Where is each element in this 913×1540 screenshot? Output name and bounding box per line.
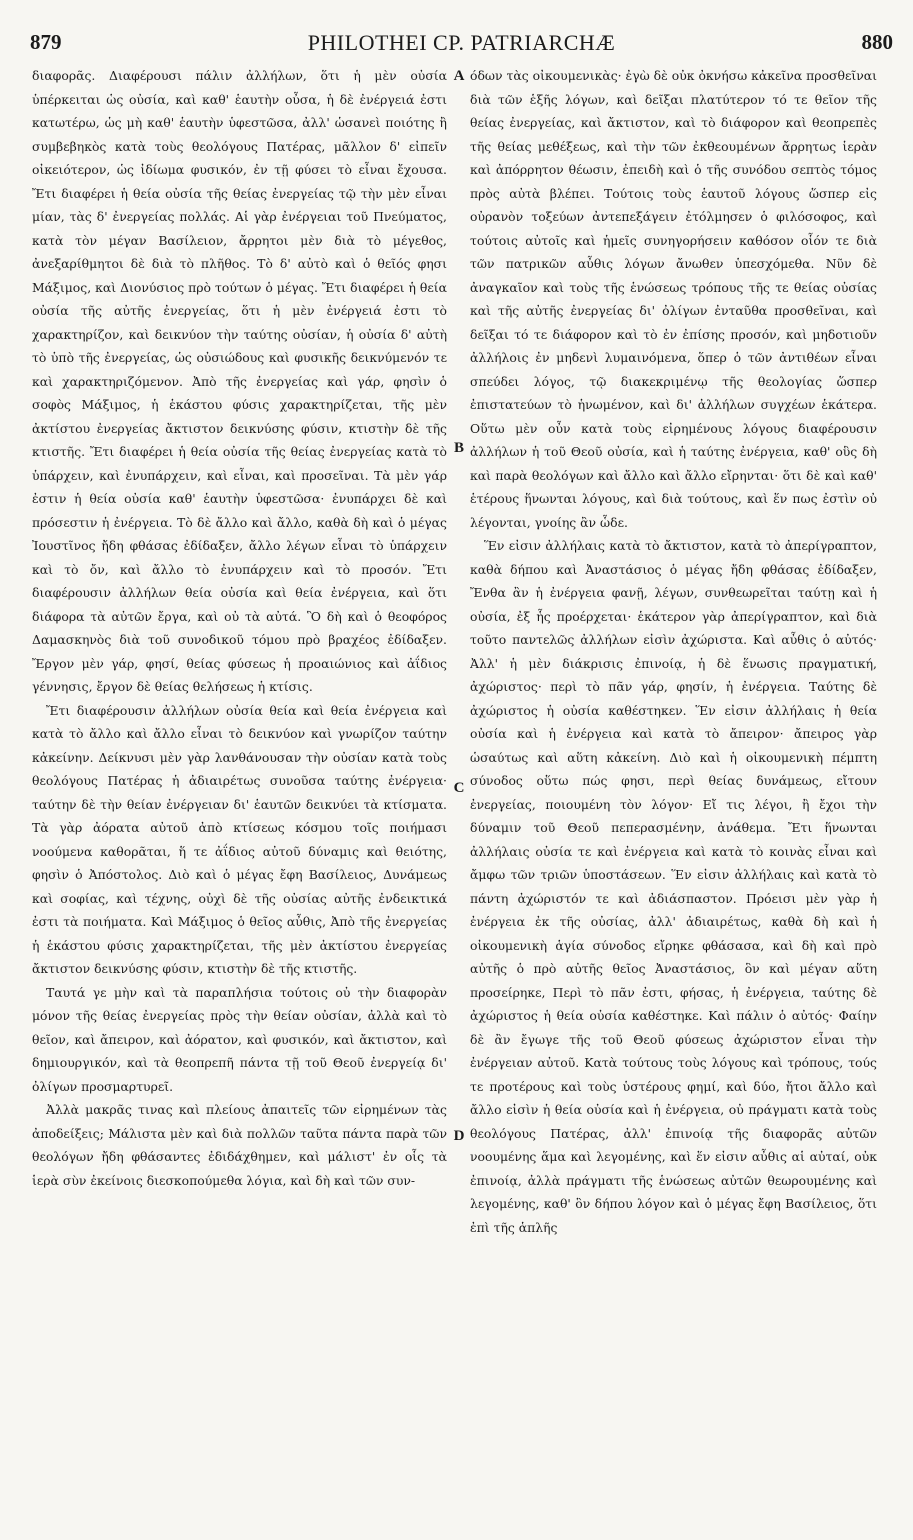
right-paragraph: όδων τὰς οἰκουμενικὰς· ἐγὼ δὲ οὐκ ὀκνήσω κἀκεῖνα προσθεῖναι διὰ τῶν ἑξῆς λόγων, καὶ δεῖξαι πλατύτερον τό τε θεῖον τῆς θείας ἐνεργείας, καὶ ἄκτιστον, καὶ τὸ διάφορον καὶ θεοπρεπὲς τῆς θείας μεθέξεως, καὶ τὴν τῶν ἐκθεουμένων ἄρρητως ἱερὰν καὶ ἀπόρρητον θέωσιν, ἐπειδὴ καὶ ὁ τῆς συνόδου σεπτὸς τόμος πρὸς αὐτὰ βλέπει. Τούτοις τοὺς ἑαυτοῦ λόγους ὥσπερ εἰς οὐρανὸν τοξεύων ἀντεπεξάγειν ἐτόλμησεν ὁ φιλόσοφος, καὶ τούτοις αὐτοῖς καὶ ἡμεῖς συνηγορήσειν καθόσον οἷόν τε διὰ τῶν πατρικῶν αὖθις λόγων ἄνωθεν ὑπεσχόμεθα. Νῦν δὲ ἀναγκαῖον καὶ τοὺς τῆς ἑνώσεως τρόπους τῆς τε θείας οὐσίας καὶ τῆς αὐτῆς ἐνεργείας δι' ὀλίγων ἐνταῦθα προσθεῖναι, καὶ δεῖξαι τό τε διάφορον καὶ τὸ ἐν ἐπίσης προσόν, καὶ μηδοτιοῦν ἀλλήλοις ἐν μηδενὶ λυμαινόμενα, ὅπερ ὁ τῶν ἀντιθέων εἶναι σπεύδει λόγος, τῷ διακεκριμένῳ τῆς θεολογίας ὥσπερ ἐπιστατεύων τὸ ἡνωμένον, καὶ δι' ἀλλήλων συγχέων ἑκάτερα. Οὕτω μὲν οὖν κατὰ τοὺς εἰρημένους λόγους διαφέρουσιν ἀλλήλων ἡ τοῦ Θεοῦ οὐσία, καὶ ἡ ταύτης ἐνέργεια, καθ' οὓς δὴ καὶ παρὰ θεολόγων καὶ ἄλλο καὶ ἄλλο εἴρηνται· ὅτι δὲ καὶ καθ' ἑτέρους ἥνωνται λόγους, καὶ διὰ τούτους, καὶ ἕν πως ἐστὶν οὐ λέγονται, γνοίης ἂν ὧδε. [470, 68, 877, 530]
left-column [32, 64, 447, 1522]
margin-marker-d: D [453, 1128, 465, 1144]
margin-marker-a: A [453, 68, 465, 84]
left-paragraph: Ταυτά γε μὴν καὶ τὰ παραπλήσια τούτοις οὐ τὴν διαφορὰν μόνον τῆς θείας ἐνεργείας πρὸς τὴν θείαν οὐσίαν, ἀλλὰ καὶ τὸ θεῖον, καὶ ἄπειρον, καὶ ἀόρατον, καὶ φυσικόν, καὶ ἄκτιστον, καὶ δημιουργικόν, καὶ τὰ θεοπρεπῆ πάντα τῇ τοῦ Θεοῦ ἐνεργείᾳ δι' ὀλίγων προσμαρτυρεῖ. [32, 984, 447, 1094]
running-header [30, 30, 893, 64]
right-column [470, 64, 877, 1522]
left-paragraph: Ἔτι διαφέρουσιν ἀλλήλων οὐσία θεία καὶ θεία ἐνέργεια καὶ κατὰ τὸ ἄλλο καὶ ἄλλο εἶναι τὸ δεικνύον καὶ γνωρίζον ταύτην κἀκείνην. Δείκνυσι μὲν γὰρ λανθάνουσαν τὴν οὐσίαν κατὰ τοὺς θεολόγους Πατέρας ἡ ἀδιαιρέτως συνοῦσα ταύτης ἐνέργεια· ταύτην δὲ τὴν θείαν ἐνέργειαν δι' ἑαυτῶν δεικνύει τὰ κτίσματα. Τὰ γὰρ ἀόρατα αὐτοῦ ἀπὸ κτίσεως κόσμου τοῖς ποιήμασι νοούμενα καθορᾶται, ἥ τε ἀΐδιος αὐτοῦ δύναμις καὶ θειότης, φησὶν ὁ Ἀπόστολος. Διὸ καὶ ὁ μέγας ἔφη Βασίλειος, Δυνάμεως καὶ σοφίας, καὶ τέχνης, οὐχὶ δὲ τῆς οὐσίας αὐτῆς ἐνδεικτικά ἐστι τὰ ποιήματα. Καὶ Μάξιμος ὁ θεῖος αὖθις, Ἀπὸ τῆς ἐνεργείας ἡ ἑκάστου φύσις χαρακτηρίζεται, τῆς μὲν ἀκτίστου ἐνεργείας ἄκτιστον δεικνύσης φύσιν, κτιστὴν δὲ τῆς κτιστῆς. [32, 702, 447, 976]
margin-marker-b: B [453, 440, 464, 456]
page-number-right: 880 [861, 30, 893, 54]
page-number-left: 879 [30, 30, 62, 54]
margin-marker-c: C [453, 780, 465, 796]
right-paragraph: Ἕν εἰσιν ἀλλήλαις κατὰ τὸ ἄκτιστον, κατὰ τὸ ἀπερίγραπτον, καθὰ δήπου καὶ Ἀναστάσιος ὁ μέγας ἤδη φθάσας ἐδίδαξεν, Ἔνθα ἂν ἡ ἐνέργεια φανῇ, λέγων, συνθεωρεῖται ταύτῃ καὶ ἡ οὐσία, ἐξ ἧς προέρχεται· ἑκάτερον γὰρ ἀπερίγραπτον, καὶ διὰ τοῦτο παντελῶς ἀλλήλων εἰσὶν ἀχώριστα. Καὶ αὖθις ὁ αὐτός· Ἀλλ' ἡ μὲν διάκρισις ἐπινοίᾳ, ἡ δὲ ἕνωσις πραγματική, ἀχώριστος· περὶ τὸ πᾶν γάρ, φησίν, ἡ ἐνέργεια. Ταύτης δὲ ἀχώριστος ἡ οὐσία καθέστηκεν. Ἕν εἰσιν ἀλλήλαις ἡ θεία οὐσία καὶ ἡ ἐνέργεια καὶ κατὰ τὸ ἄπειρον· ἄπειρος γὰρ ὡσαύτως καὶ αὕτη κἀκείνη. Διὸ καὶ ἡ οἰκουμενικὴ πέμπτη σύνοδος οὕτω πώς φησι, περὶ θείας δυνάμεως, εἴτουν ἐνεργείας, ποιουμένη τὸν λόγον· Εἴ τις λέγοι, ἢ ἔχοι τὴν δύναμιν τοῦ Θεοῦ πεπερασμένην, ἀνάθεμα. Ἔτι ἥνωνται ἀλλήλαις οὐσία τε καὶ ἐνέργεια καὶ κατὰ τὸ κοινὰς εἶναι καὶ ἄμφω τῶν τριῶν ὑποστάσεων. Ἕν εἰσιν ἀλλήλαις καὶ κατὰ τὸ πάντη ἀχώριστόν τε καὶ ἀδιάσπαστον. Πρόεισι μὲν γὰρ ἡ ἐνέργεια ἐκ τῆς οὐσίας, ἀλλ' ἀδιαιρέτως, καθὰ δὴ καὶ ἡ οἰκουμενικὴ ἁγία σύνοδος εἴρηκε φθάσασα, καὶ δὴ καὶ πρὸ αὐτῆς ὁ πρὸ αὐτῆς θεῖος Ἀναστάσιος, ὃν καὶ μέγαν αὕτη προσείρηκε, Περὶ τὸ πᾶν ἐστι, φήσας, ἡ ἐνέργεια, ταύτης δὲ ἀχώριστος ἡ θεία οὐσία καθέστηκε. Καὶ πάλιν ὁ αὐτός· Φαίην δὲ ἂν ἔγωγε τῆς τοῦ Θεοῦ φύσεως ἀχώριστον εἶναι τὴν ἐνέργειαν αὐτοῦ. Κατὰ τούτους τοὺς λόγους καὶ τρόπους, τούς τε προτέρους καὶ τοὺς ὑστέρους φημί, καὶ δύο, ἤτοι ἄλλο καὶ ἄλλο εἰσὶν ἡ θεία οὐσία καὶ ἡ ἐνέργεια, οὐ πράγματι κατὰ τοὺς θεολόγους Πατέρας, ἀλλ' ἐπινοίᾳ τῆς διαφορᾶς αὐτῶν νοουμένης ἅμα καὶ λεγομένης, καὶ ἕν εἰσιν αὖθις αἱ αὐταί, οὐκ ἐπινοίᾳ, ἀλλὰ πράγματι τῆς ἑνώσεως αὐτῶν θεωρουμένης καὶ λεγομένης, καθ' ὃν δήπου λόγον καὶ ὁ μέγας ἔφη Βασίλειος, ὅτι ἐπὶ τῆς ἁπλῆς [470, 538, 877, 1235]
running-title: PHILOTHEI CP. PATRIARCHÆ [307, 30, 616, 55]
left-paragraph: διαφορᾶς. Διαφέρουσι πάλιν ἀλλήλων, ὅτι ἡ μὲν οὐσία ὑπέρκειται ὡς οὐσία, καὶ καθ' ἑαυτὴν οὖσα, ἡ δὲ ἐνέργειά ἐστι κατωτέρω, ὡς μὴ καθ' ἑαυτὴν ὑφεστῶσα, ἀλλ' ὡσανεὶ ποιότης ἢ συμβεβηκὸς κατὰ τοὺς θεολόγους Πατέρας, μᾶλλον δ' εἰπεῖν οἰκειότερον, ὡς ἰδίωμα φυσικόν, ἐν τῇ φύσει τὸ εἶναι ἔχουσα. Ἔτι διαφέρει ἡ θεία οὐσία τῆς θείας ἐνεργείας τῷ τὴν μὲν εἶναι μίαν, τὰς δ' ἐνεργείας πολλάς. Αἱ γὰρ ἐνέργειαι τοῦ Πνεύματος, κατὰ τὸν μέγαν Βασίλειον, ἄρρητοι μὲν διὰ τὸ μέγεθος, ἀνεξαρίθμητοι δὲ διὰ τὸ πλῆθος. Τὸ δ' αὐτὸ καὶ ὁ θεῖός φησι Μάξιμος, καὶ Διονύσιος πρὸ τούτων ὁ μέγας. Ἔτι διαφέρει ἡ θεία οὐσία τῆς αὐτῆς ἐνεργείας, ὅτι ἡ μὲν ἐνέργειά ἐστι τὸ χαρακτηρίζον, καὶ δεικνύον τὴν ταύτης οὐσίαν, ἡ οὐσία δ' αὐτὴ τὸ ὑπὸ τῆς ἐνεργείας, ὡς οὐσιώδους καὶ φυσικῆς δεικνύμενόν τε καὶ χαρακτηριζόμενον. Ἀπὸ τῆς ἐνεργείας καὶ γάρ, φησὶν ὁ σοφὸς Μάξιμος, ἡ ἑκάστου φύσις χαρακτηρίζεται, τῆς μὲν ἀκτίστου ἐνεργείας ἄκτιστον δεικνύσης φύσιν, κτιστὴν δὲ τῆς κτιστῆς. Ἔτι διαφέρει ἡ θεία οὐσία τῆς θείας ἐνεργείας κατὰ τὸ ὑπάρχειν, καὶ ἐνυπάρχειν, καὶ εἶναι, καὶ προσεῖναι. Τὰ μὲν γάρ ἐστιν ἡ θεία οὐσία καθ' ἑαυτὴν ὑφεστῶσα· ἐνυπάρχει δὲ καὶ πρόσεστιν ἡ ἐνέργεια. Τὸ δὲ ἄλλο καὶ ἄλλο, καθὰ δὴ καὶ ὁ μέγας Ἰουστῖνος ἤδη φθάσας ἐδίδαξεν, ἄλλο λέγων εἶναι τὸ ὑπάρχειν καὶ τὸ ὄν, καὶ ἄλλο τὸ ἐνυπάρχειν καὶ τὸ προσόν. Ἔτι διαφέρουσιν ἀλλήλων θεία οὐσία καὶ θεία ἐνέργεια, καὶ ὅτι διάφορα τὰ αὐτῶν ἔργα, καὶ οὐ τὰ αὐτά. Ὃ δὴ καὶ ὁ θεοφόρος Δαμασκηνὸς διὰ τοῦ συνοδικοῦ τόμου πρὸ βραχέος ἐδίδαξεν. Ἔργον μὲν γάρ, φησί, θείας φύσεως ἡ προαιώνιος καὶ ἀΐδιος γέννησις, ἔργον δὲ θείας θελήσεως ἡ κτίσις. [32, 68, 447, 694]
left-paragraph: Ἀλλὰ μακρᾶς τινας καὶ πλείους ἀπαιτεῖς τῶν εἰρημένων τὰς ἀποδείξεις; Μάλιστα μὲν καὶ διὰ πολλῶν ταῦτα πάντα παρὰ τῶν θεολόγων ἤδη φθάσαντες ἐδιδάχθημεν, καὶ μάλιστ' ἐν οἷς τὰ ἱερὰ σὺν ἐκείνοις διεσκοπούμεθα λόγια, καὶ δὴ καὶ τῶν συν- [32, 1102, 447, 1188]
